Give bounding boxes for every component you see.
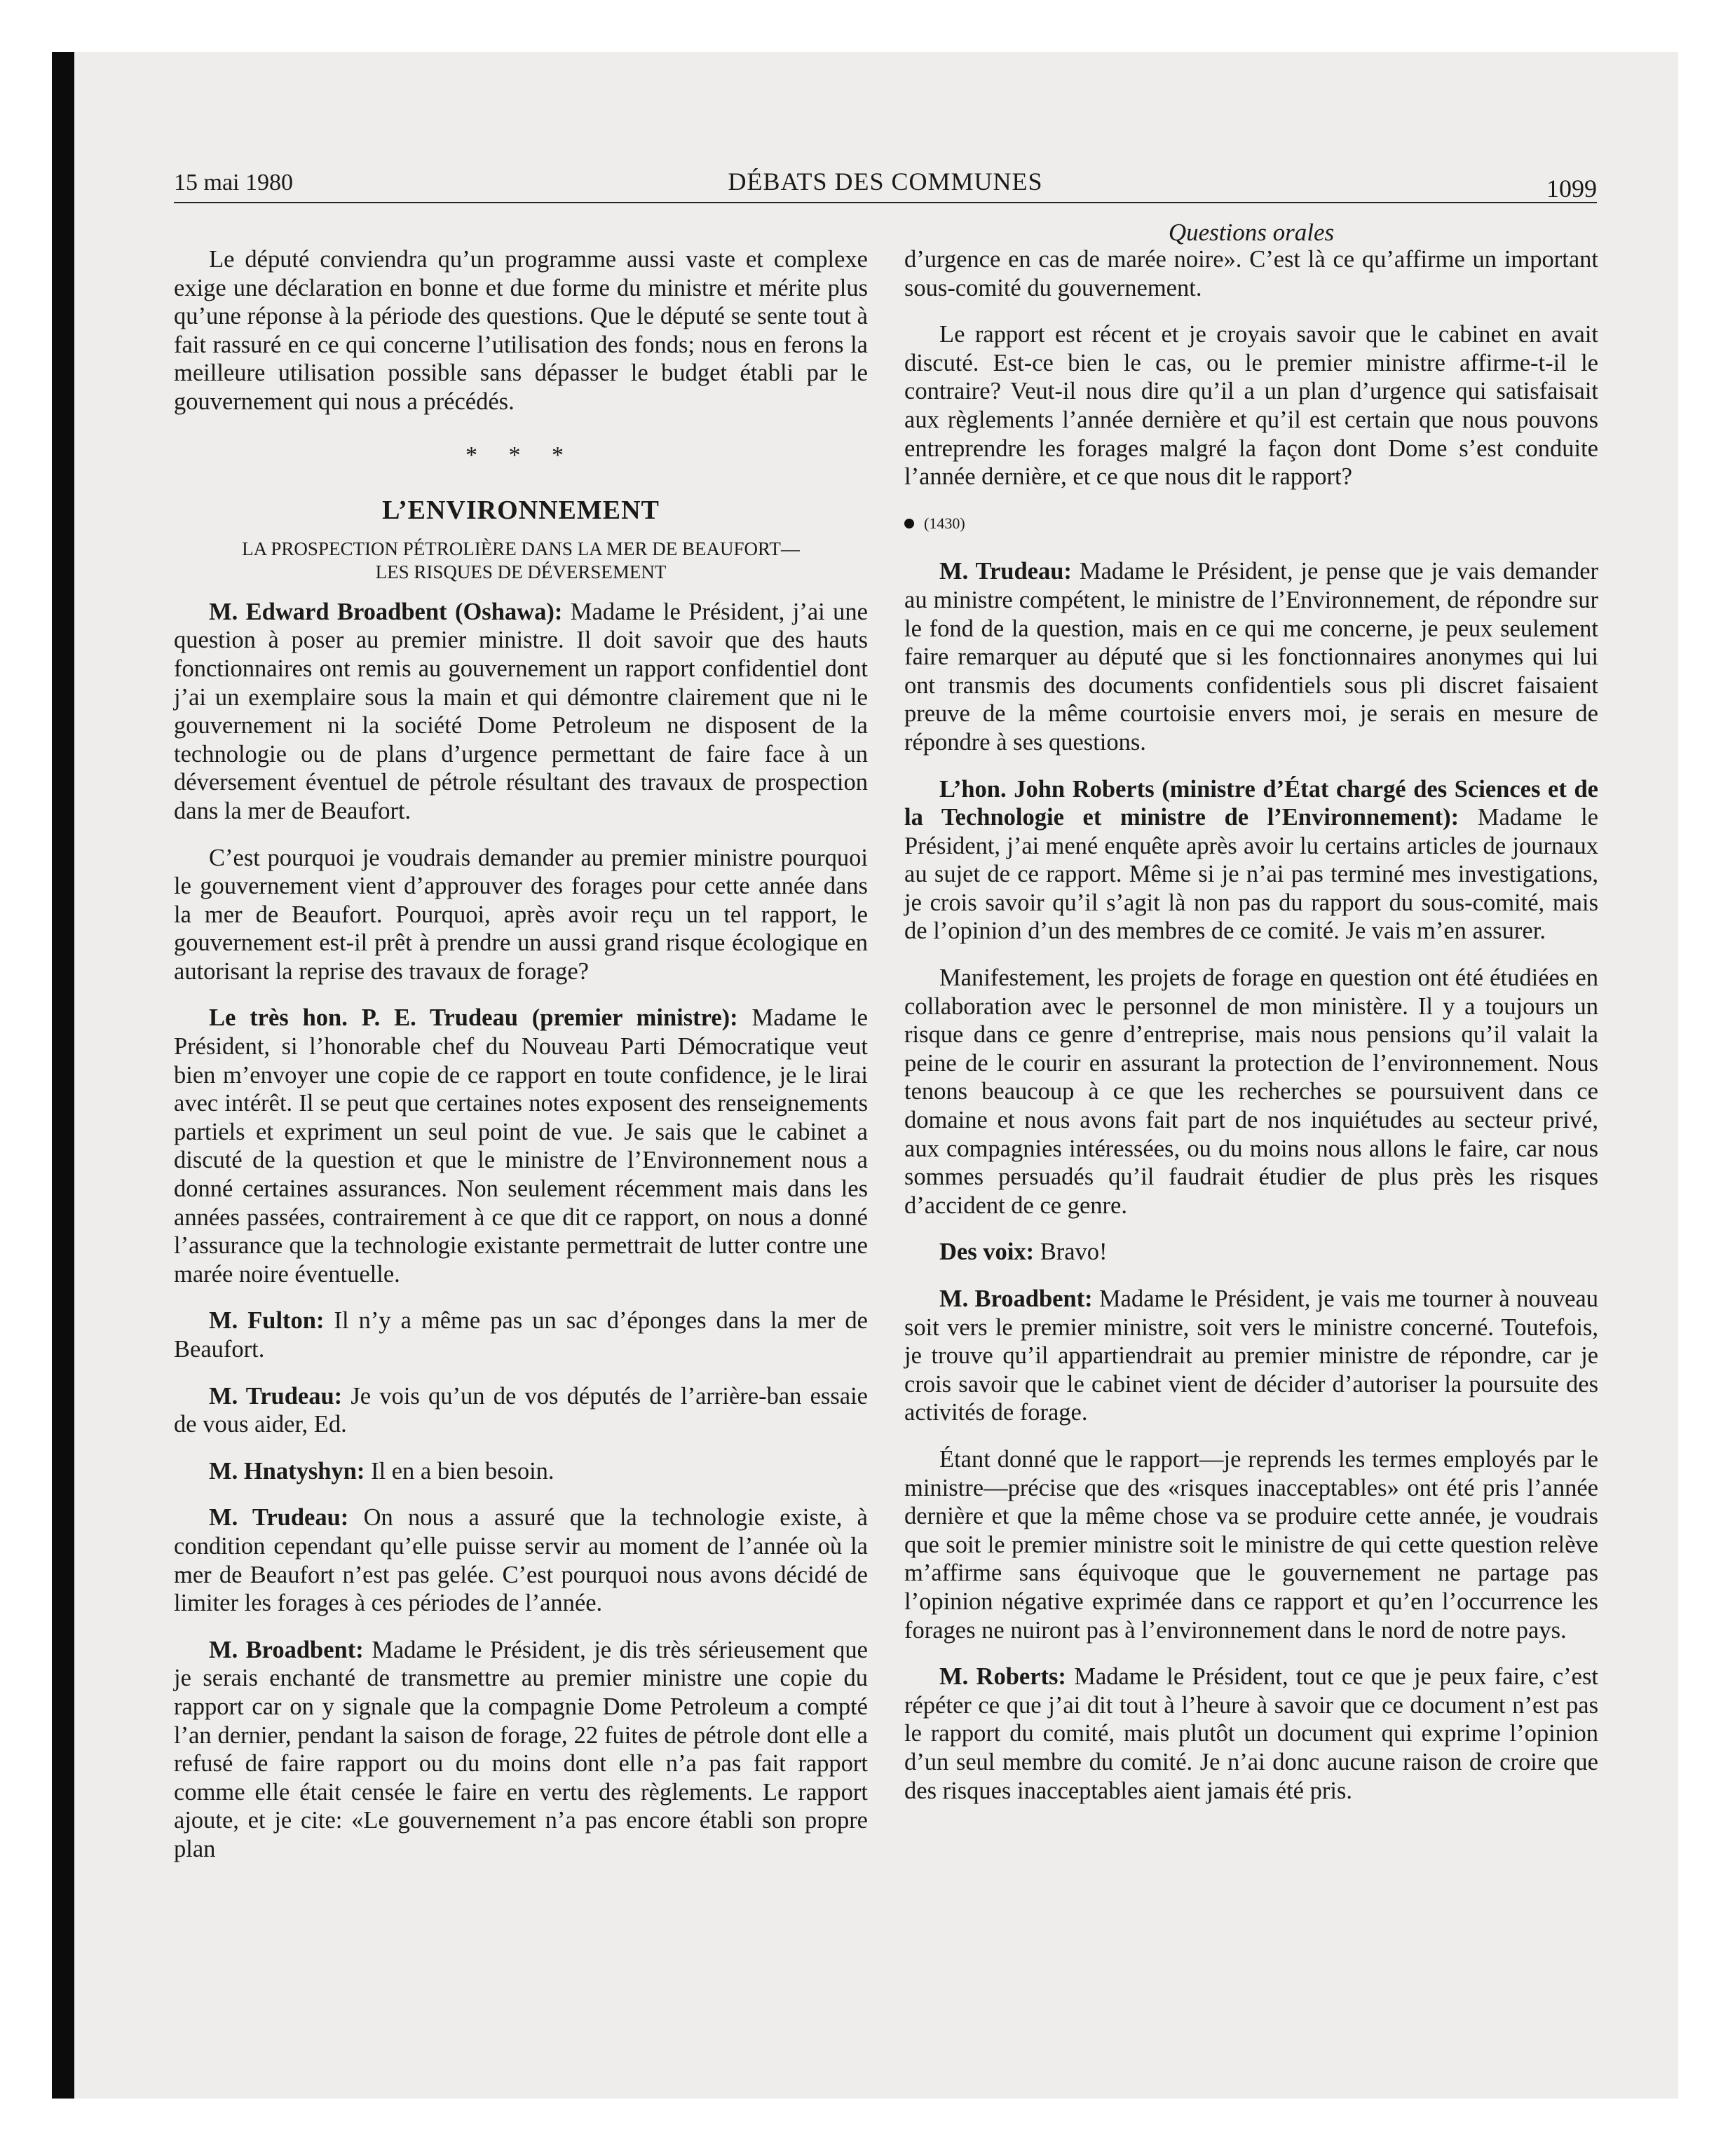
section-subheading [174, 538, 868, 584]
speech-text: Il en a bien besoin. [365, 1457, 554, 1485]
header-date: 15 mai 1980 [174, 170, 293, 196]
page-header [174, 160, 1597, 203]
paragraph: Manifestement, les projets de forage en question ont été étudiées en collaboration avec le personnel de mon ministère. Il y a toujours un risque dans ce genre d’entreprise, mais nous pensions qu’il valait la peine de le courir en assurant la protection de l’environnement. Nous tenons beaucoup à ce que les recherches se poursuivent dans ce domaine et nous avons fait part de nos inquiétudes au secteur privé, aux compagnies intéressées, ou du moins nous allons le faire, car nous sommes persuadés qu’il faudrait étudier de plus près les risques d’accident de ce genre. [904, 964, 1598, 1219]
speech-paragraph [174, 1457, 868, 1486]
bullet-icon [904, 519, 914, 528]
paragraph: Étant donné que le rapport—je reprends les termes employés par le ministre—précise que des «risques inacceptables» ont été pris l’année dernière et que la même chose va se produire cette année, je voudrais que soit le premier ministre soit le ministre de qui cette question relève m’affirme sans équivoque que le gouvernement ne partage pas l’opinion négative exprimée dans ce rapport et qu’en l’occurrence les forages ne nuiront pas à l’environnement dans le nord de notre pays. [904, 1445, 1598, 1644]
speaker-name: M. Trudeau: [209, 1504, 349, 1531]
subheading-line: LES RISQUES DE DÉVERSEMENT [375, 561, 667, 582]
speech-paragraph [174, 1382, 868, 1439]
speech-paragraph [904, 1238, 1598, 1267]
right-column [904, 245, 1598, 1823]
speech-text: Madame le Président, je pense que je vais demander au ministre compétent, le ministre de l’Environnement, de répondre sur le fond de la question, mais en ce qui me concerne, je peux seulement faire remarquer au député que si les fonctionnaires anonymes qui lui ont transmis des documents confidentiels sous pli discret faisaient preuve de la même courtoisie envers moi, je serais en mesure de répondre à ses questions. [904, 558, 1598, 756]
speech-paragraph [904, 1663, 1598, 1805]
speech-paragraph [174, 1636, 868, 1864]
header-title: DÉBATS DES COMMUNES [728, 168, 1043, 196]
speaker-name: Le très hon. P. E. Trudeau (premier ministre): [209, 1004, 738, 1032]
speaker-name: M. Trudeau: [209, 1382, 343, 1410]
speech-text: Bravo! [1034, 1239, 1108, 1266]
speech-text: Madame le Président, si l’honorable chef du Nouveau Parti Démocratique veut bien m’envoyer une copie de ce rapport en toute confidence, je le lirai avec intérêt. Il se peut que certaines notes exposent des renseignements partiels et expriment un seul point de vue. Je sais que le cabinet a discuté de la question et que le ministre de l’Environnement nous a donné certaines assurances. Non seulement récemment mais dans les années passées, contrairement à ce que dit ce rapport, on nous a donné l’assurance que la technologie existante permettrait de lutter contre une marée noire éventuelle. [174, 1004, 868, 1288]
subheading-line: LA PROSPECTION PÉTROLIÈRE DANS LA MER DE BEAUFORT— [242, 538, 800, 559]
speech-paragraph [174, 598, 868, 826]
binding-edge [52, 52, 74, 2099]
speech-text: Madame le Président, je dis très sérieusement que je serais enchanté de transmettre au premier ministre une copie du rapport car on y signale que la compagnie Dome Petroleum a compté l’an dernier, pendant la saison de forage, 22 fuites de pétrole dont elle a refusé de faire rapport ou du moins dont elle n’a pas fait rapport comme elle était censée le faire en vertu des règlements. Le rapport ajoute, et je cite: «Le gouvernement n’a pas encore établi son propre plan [174, 1636, 868, 1862]
speech-text: Madame le Président, j’ai mené enquête après avoir lu certains articles de journaux au sujet de ce rapport. Même si je n’ai pas terminé mes investigations, je crois savoir qu’il s’agit là non pas du rapport du sous-comité, mais de l’opinion d’un des membres de ce comité. Je vais m’en assurer. [904, 804, 1598, 945]
speaker-name: M. Roberts: [939, 1663, 1066, 1691]
section-title: Questions orales [1168, 219, 1335, 246]
paragraph: C’est pourquoi je voudrais demander au premier ministre pourquoi le gouvernement vient d’approuver des forages pour cette année dans la mer de Beaufort. Pourquoi, après avoir reçu un tel rapport, le gouvernement est-il prêt à prendre un aussi grand risque écologique en autorisant la reprise des travaux de forage? [174, 844, 868, 985]
speaker-name: M. Fulton: [209, 1307, 325, 1335]
speech-text: Madame le Président, tout ce que je peux faire, c’est répéter ce que j’ai dit tout à l’heure à savoir que ce document n’est pas le rapport du comité, mais plutôt un document qui exprime l’opinion d’un seul membre du comité. Je n’ai donc aucune raison de croire que des risques inacceptables aient jamais été pris. [904, 1663, 1598, 1804]
speech-text: Je vois qu’un de vos députés de l’arrière-ban essaie de vous aider, Ed. [174, 1382, 868, 1438]
speech-paragraph [174, 1306, 868, 1363]
paragraph: Le rapport est récent et je croyais savoir que le cabinet en avait discuté. Est-ce bien le cas, ou le premier ministre affirme-t-il le contraire? Veut-il nous dire qu’il a un plan d’urgence qui satisfaisait aux règlements l’année dernière et qu’il est certain que nous pouvons entreprendre les forages malgré la façon dont Dome s’est conduite l’année dernière, et ce que nous dit le rapport? [904, 321, 1598, 491]
left-column [174, 245, 868, 1882]
section-separator: * * * [465, 442, 576, 468]
speaker-name: L’hon. John Roberts (ministre d’État chargé des Sciences et de la Technologie et ministre de l’Environnement): [904, 775, 1598, 831]
speech-paragraph [904, 557, 1598, 756]
speech-text: Madame le Président, j’ai une question à poser au premier ministre. Il doit savoir que des hauts fonctionnaires ont remis au gouvernement un rapport confidentiel dont j’ai un exemplaire sous la main et qui démontre clairement que ni le gouvernement ni la société Dome Petroleum ne disposent de la technologie ou de plans d’urgence permettant de faire face à un déversement éventuel de pétrole résultant des travaux de prospection dans la mer de Beaufort. [174, 598, 868, 824]
speech-text: On nous a assuré que la technologie existe, à condition cependant qu’elle puisse servir au moment de l’année où la mer de Beaufort n’est pas gelée. C’est pourquoi nous avons décidé de limiter les forages à ces périodes de l’année. [174, 1504, 868, 1617]
speech-paragraph [174, 1503, 868, 1617]
time-marker [904, 510, 1598, 538]
speaker-name: M. Edward Broadbent (Oshawa): [209, 598, 563, 625]
paragraph: d’urgence en cas de marée noire». C’est là ce qu’affirme un important sous-comité du gouvernement. [904, 246, 1598, 301]
speech-text: Madame le Président, je vais me tourner à nouveau soit vers le premier ministre, soit vers le ministre concerné. Toutefois, je trouve qu’il appartiendrait au premier ministre de répondre, car je crois savoir que le cabinet vient de décider d’autoriser la poursuite des activités de forage. [904, 1285, 1598, 1426]
section-heading: L’ENVIRONNEMENT [382, 496, 660, 526]
speech-text: Il n’y a même pas un sac d’éponges dans la mer de Beaufort. [174, 1307, 868, 1363]
speaker-name: M. Broadbent: [939, 1285, 1093, 1312]
time-marker-text: (1430) [924, 514, 965, 532]
speech-paragraph [904, 775, 1598, 946]
speech-paragraph [904, 1285, 1598, 1427]
speaker-name: Des voix: [939, 1239, 1035, 1266]
speaker-name: M. Broadbent: [209, 1636, 364, 1663]
paragraph: Le député conviendra qu’un programme aussi vaste et complexe exige une déclaration en bonne et due forme du ministre et mérite plus qu’une réponse à la période des questions. Que le député se sente tout à fait rassuré en ce qui concerne l’utilisation des fonds; nous en ferons la meilleure utilisation possible sans dépasser le budget établi par le gouvernement qui nous a précédés. [174, 246, 868, 415]
speech-paragraph [174, 1004, 868, 1288]
speaker-name: M. Hnatyshyn: [209, 1457, 365, 1485]
page-number: 1099 [1546, 175, 1597, 203]
speaker-name: M. Trudeau: [939, 558, 1072, 585]
